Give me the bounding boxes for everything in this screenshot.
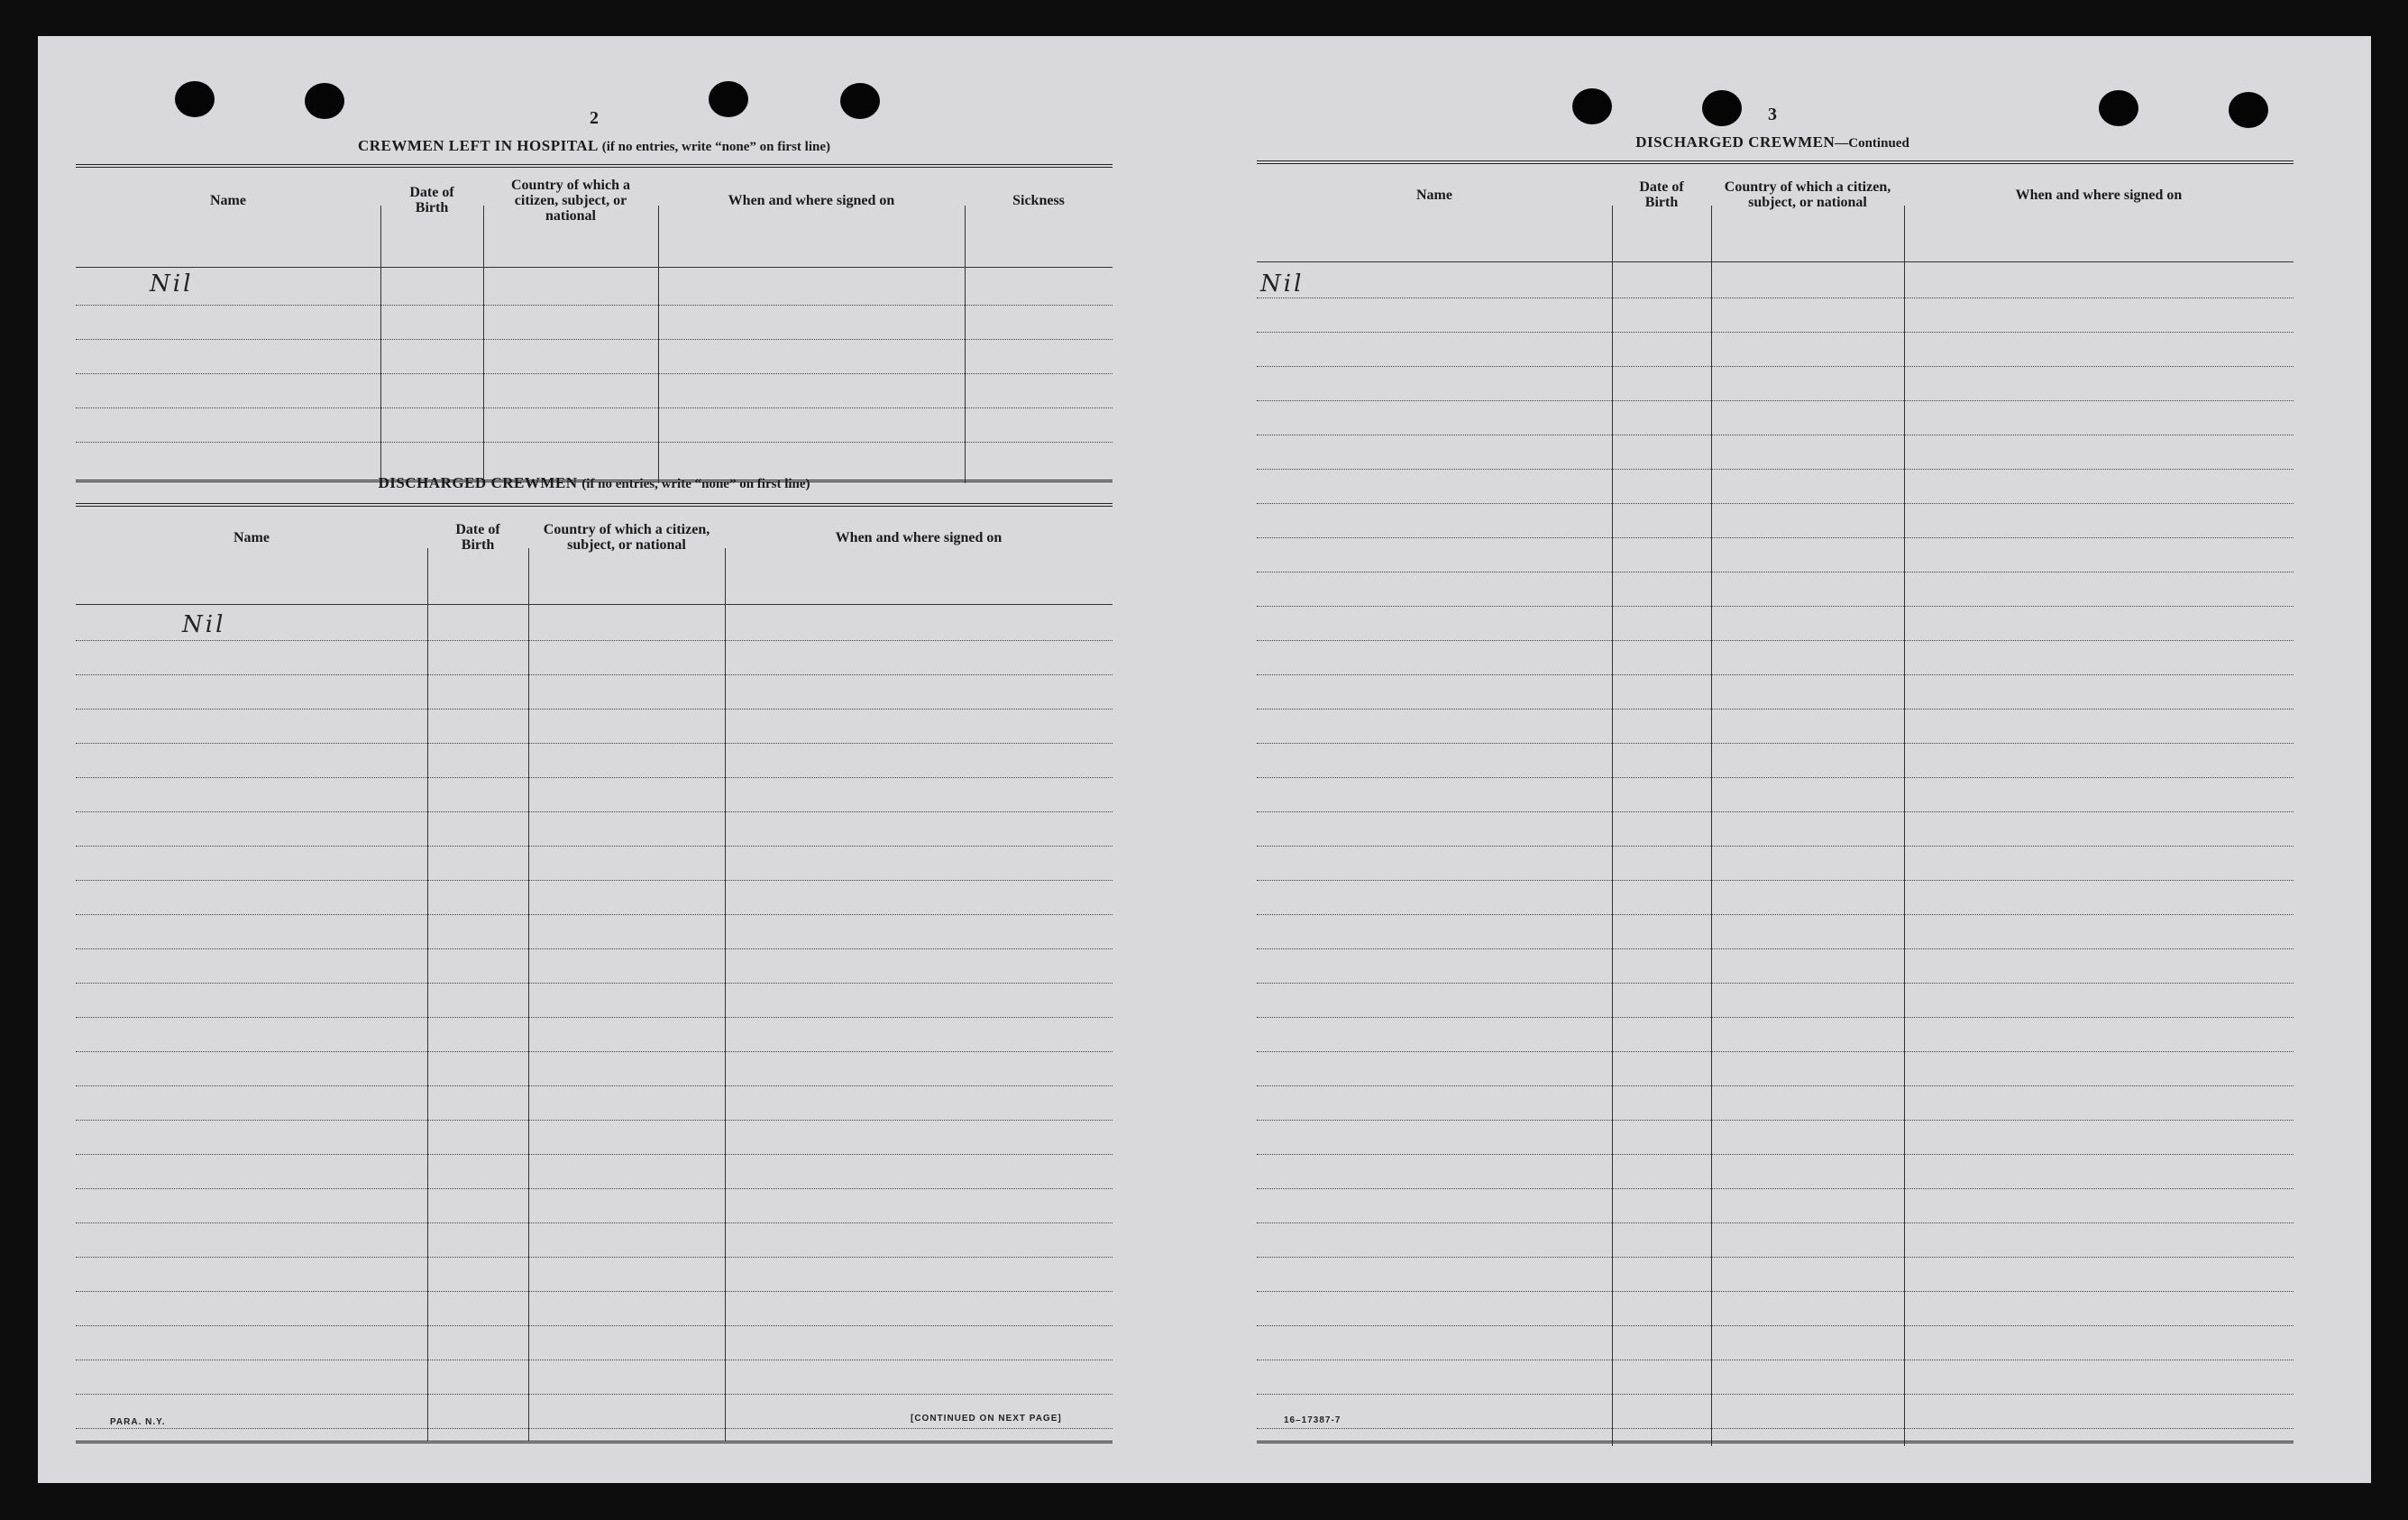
entry-line <box>1257 1291 2294 1292</box>
entry-line <box>76 1428 1112 1429</box>
handwritten-entry: Nil <box>1260 270 1305 298</box>
column-divider <box>1904 206 1905 1446</box>
col-head-signed-on: When and where signed on <box>2015 187 2183 203</box>
discharged-continued-text: DISCHARGED CREWMEN <box>1635 133 1836 151</box>
entry-line <box>1257 640 2294 641</box>
entry-line <box>1257 777 2294 778</box>
entry-line <box>76 1017 1112 1018</box>
punch-hole <box>175 81 215 117</box>
hospital-table <box>76 164 1112 489</box>
discharged-section-title <box>378 474 810 492</box>
entry-line <box>1257 983 2294 984</box>
punch-hole <box>2099 90 2138 126</box>
col-head-country <box>1711 168 1904 222</box>
col-head-country-text: Country of which a citizen, subject, or national <box>510 177 630 224</box>
entry-line <box>76 339 1112 340</box>
punch-hole <box>1702 90 1742 126</box>
entry-line <box>1257 1325 2294 1326</box>
hospital-section-title <box>358 137 830 155</box>
entry-line <box>1257 674 2294 675</box>
column-divider <box>725 548 726 1441</box>
hospital-instruction: (if no entries, write “none” on first line) <box>601 140 830 154</box>
entry-line <box>76 1325 1112 1326</box>
entry-line <box>1257 606 2294 607</box>
entry-line <box>76 709 1112 710</box>
entry-line <box>76 674 1112 675</box>
col-head-dob-text: Date of Birth <box>1639 179 1684 210</box>
discharged-instruction: (if no entries, write “none” on first line) <box>581 477 810 491</box>
entry-line <box>76 1051 1112 1052</box>
entry-line <box>1257 1051 2294 1052</box>
col-head-dob-text: Date of Birth <box>409 185 454 215</box>
entry-line <box>1257 1120 2294 1121</box>
entry-line <box>1257 503 2294 504</box>
entry-line <box>76 373 1112 374</box>
entry-line <box>1257 948 2294 949</box>
entry-line <box>1257 1188 2294 1189</box>
col-head-dob <box>1612 168 1711 222</box>
table-bottom-rule <box>1257 1441 2294 1443</box>
entry-line <box>76 1257 1112 1258</box>
entry-line <box>1257 1085 2294 1086</box>
entry-line <box>1257 880 2294 881</box>
entry-line <box>76 640 1112 641</box>
entry-line <box>1257 469 2294 470</box>
entry-line <box>1257 811 2294 812</box>
entry-line <box>76 1188 1112 1189</box>
continued-note: [CONTINUED ON NEXT PAGE] <box>911 1414 1062 1424</box>
entry-line <box>1257 743 2294 744</box>
page-number-3: 3 <box>1768 105 1777 124</box>
entry-line <box>1257 1017 2294 1018</box>
entry-line <box>1257 1154 2294 1155</box>
entry-line <box>76 305 1112 306</box>
column-divider <box>1612 206 1613 1446</box>
entry-line <box>76 846 1112 847</box>
table-top-rule <box>76 503 1112 507</box>
entry-line <box>76 1154 1112 1155</box>
entry-line <box>76 914 1112 915</box>
column-divider <box>528 548 529 1441</box>
punch-hole <box>1572 88 1612 124</box>
punch-hole <box>2229 92 2268 128</box>
hospital-title-text: CREWMEN LEFT IN HOSPITAL <box>358 137 598 154</box>
entry-line <box>1257 366 2294 367</box>
col-head-dob <box>427 510 528 564</box>
entry-line <box>1257 1428 2294 1429</box>
printer-mark: PARA. N.Y. <box>110 1417 166 1427</box>
handwritten-entry: Nil <box>182 611 226 638</box>
continued-suffix: —Continued <box>1835 136 1909 151</box>
punch-hole <box>840 83 880 119</box>
entry-line <box>1257 332 2294 333</box>
document-sheet <box>38 36 2371 1483</box>
table-top-rule <box>76 164 1112 168</box>
entry-line <box>1257 1222 2294 1223</box>
header-divider <box>76 267 1112 268</box>
entry-line <box>1257 1257 2294 1258</box>
entry-line <box>76 1394 1112 1395</box>
col-head-sickness: Sickness <box>1012 192 1065 208</box>
table-bottom-rule <box>76 1441 1112 1443</box>
form-number: 16–17387-7 <box>1284 1415 1341 1425</box>
entry-line <box>1257 400 2294 401</box>
entry-line <box>76 777 1112 778</box>
punch-hole <box>305 83 344 119</box>
entry-line <box>76 1291 1112 1292</box>
entry-line <box>76 880 1112 881</box>
header-divider <box>1257 261 2294 262</box>
col-head-name: Name <box>233 529 270 545</box>
discharged-title-text: DISCHARGED CREWMEN <box>378 474 578 491</box>
entry-line <box>1257 1394 2294 1395</box>
column-divider <box>427 548 428 1441</box>
col-head-signed-on: When and where signed on <box>835 529 1003 545</box>
entry-line <box>1257 846 2294 847</box>
entry-line <box>76 743 1112 744</box>
entry-line <box>76 407 1112 408</box>
entry-line <box>1257 914 2294 915</box>
entry-line <box>76 811 1112 812</box>
discharged-table <box>76 503 1112 1442</box>
entry-line <box>76 948 1112 949</box>
entry-line <box>1257 537 2294 538</box>
col-head-country <box>528 510 725 564</box>
handwritten-entry: Nil <box>150 270 194 298</box>
entry-line <box>76 1120 1112 1121</box>
col-head-signed-on: When and where signed on <box>728 192 895 208</box>
discharged-continued-table <box>1257 160 2294 1448</box>
punch-hole <box>709 81 748 117</box>
entry-line <box>76 1085 1112 1086</box>
col-head-country-text: Country of which a citizen, subject, or national <box>1724 179 1891 210</box>
discharged-continued-title <box>1635 133 1909 151</box>
page-number-2: 2 <box>590 108 599 128</box>
col-head-name: Name <box>210 192 246 208</box>
entry-line <box>76 1222 1112 1223</box>
col-head-name: Name <box>1416 187 1452 203</box>
entry-line <box>76 442 1112 443</box>
entry-line <box>76 983 1112 984</box>
col-head-dob-text: Date of Birth <box>455 522 500 553</box>
col-head-country-text: Country of which a citizen, subject, or national <box>543 522 710 553</box>
table-top-rule <box>1257 160 2294 164</box>
header-divider <box>76 604 1112 605</box>
col-head-country <box>483 171 658 229</box>
column-divider <box>1711 206 1712 1446</box>
entry-line <box>1257 709 2294 710</box>
col-head-dob <box>380 171 483 229</box>
